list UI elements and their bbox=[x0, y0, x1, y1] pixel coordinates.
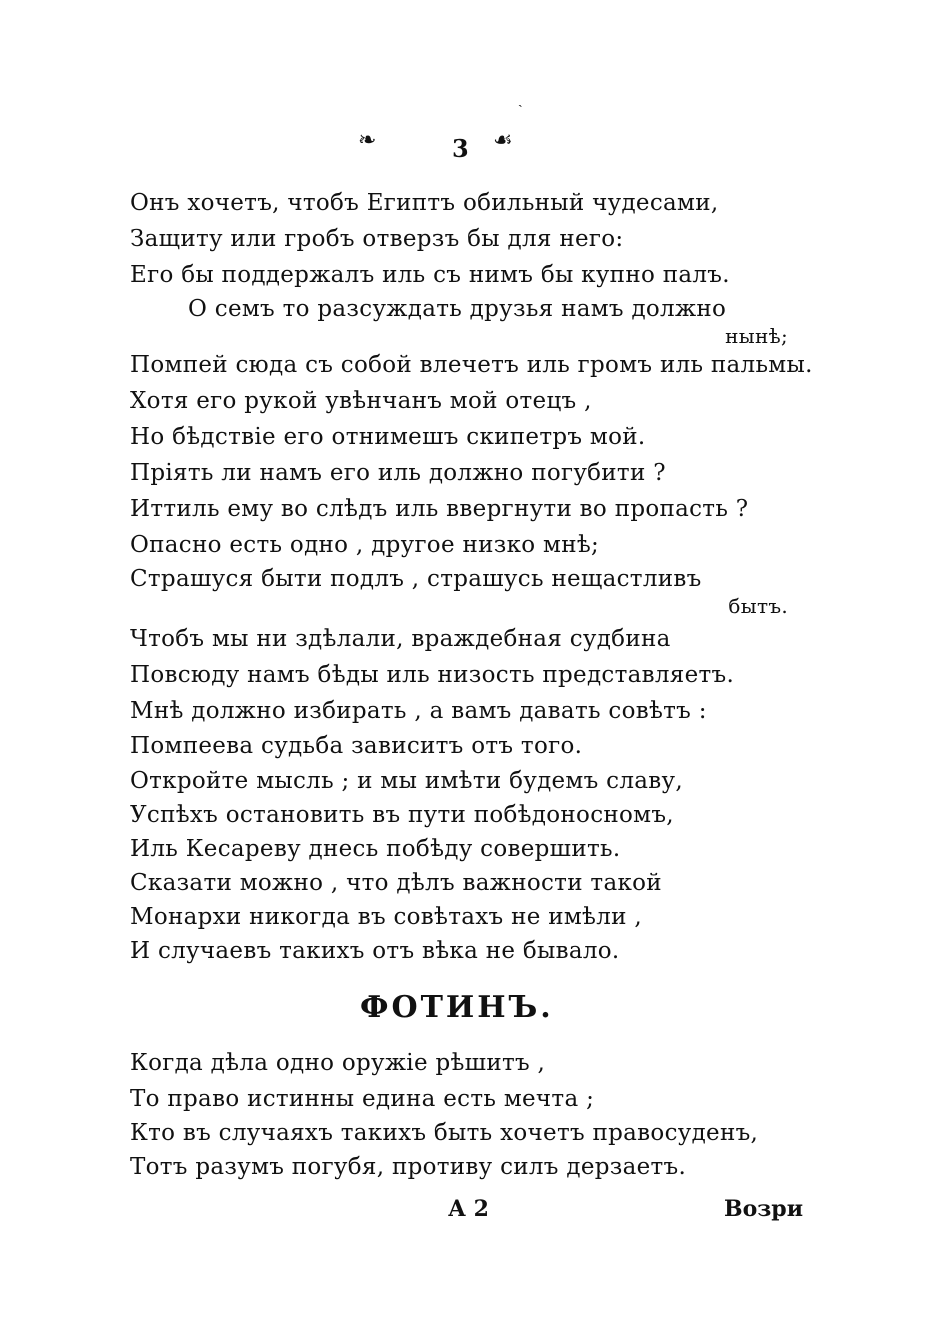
verse-line: Хотя его рукой увѣнчанъ мой отецъ , bbox=[130, 388, 592, 414]
verse-line: О семъ то разсуждать друзья намъ должно bbox=[188, 296, 727, 322]
verse-line: Онъ хочетъ, чтобъ Египтъ обильный чудесами, bbox=[130, 190, 719, 216]
verse-line: То право истинны едина есть мечта ; bbox=[130, 1086, 595, 1112]
printer-signature: А 2 bbox=[448, 1196, 489, 1222]
verse-line: Иль Кесареву днесь побѣду совершить. bbox=[130, 836, 621, 862]
verse-line: Сказати можно , что дѣлъ важности такой bbox=[130, 870, 662, 896]
verse-line: Тотъ разумъ погубя, противу силъ дерзаетъ. bbox=[130, 1154, 687, 1180]
speaker-heading: ФОТИНЪ. bbox=[360, 990, 554, 1025]
verse-line: И случаевъ такихъ отъ вѣка не бывало. bbox=[130, 938, 620, 964]
verse-line: Когда дѣла одно оружіе рѣшитъ , bbox=[130, 1050, 546, 1076]
verse-line: Защиту или гробъ отверзъ бы для него: bbox=[130, 226, 624, 252]
verse-line: Помпей сюда съ собой влечетъ иль громъ иль пальмы. bbox=[130, 352, 813, 378]
page-number: 3 bbox=[452, 134, 469, 163]
verse-line-continuation: нынѣ; bbox=[725, 324, 788, 348]
ink-speck: ˏ bbox=[518, 92, 523, 108]
verse-line: Иттиль ему во слѣдъ иль ввергнути во пропасть ? bbox=[130, 496, 749, 522]
verse-line: Откройте мысль ; и мы имѣти будемъ славу, bbox=[130, 768, 683, 794]
verse-line: Кто въ случаяхъ такихъ быть хочетъ правосуденъ, bbox=[130, 1120, 759, 1146]
verse-line: Повсюду намъ бѣды иль низость представляетъ. bbox=[130, 662, 735, 688]
verse-line: Опасно есть одно , другое низко мнѣ; bbox=[130, 532, 600, 558]
verse-line: Страшуся быти подлъ , страшусь нещастливъ bbox=[130, 566, 702, 592]
verse-line: Его бы поддержалъ иль съ нимъ бы купно палъ. bbox=[130, 262, 730, 288]
verse-line-continuation: бытъ. bbox=[728, 594, 788, 618]
catchword: Возри bbox=[724, 1196, 804, 1222]
verse-line: Мнѣ должно избирать , а вамъ давать совѣтъ : bbox=[130, 698, 707, 724]
verse-line: Пріять ли намъ его иль должно погубити ? bbox=[130, 460, 666, 486]
verse-line: Чтобъ мы ни здѣлали, враждебная судбина bbox=[130, 626, 671, 652]
left-ornament-icon: ❧ bbox=[358, 128, 377, 153]
verse-line: Монархи никогда въ совѣтахъ не имѣли , bbox=[130, 904, 642, 930]
verse-line: Но бѣдствіе его отнимешъ скипетръ мой. bbox=[130, 424, 646, 450]
right-ornament-icon: ☙ bbox=[493, 128, 513, 153]
verse-line: Успѣхъ остановить въ пути побѣдоносномъ, bbox=[130, 802, 674, 828]
verse-line: Помпеева судьба зависитъ отъ того. bbox=[130, 733, 583, 759]
